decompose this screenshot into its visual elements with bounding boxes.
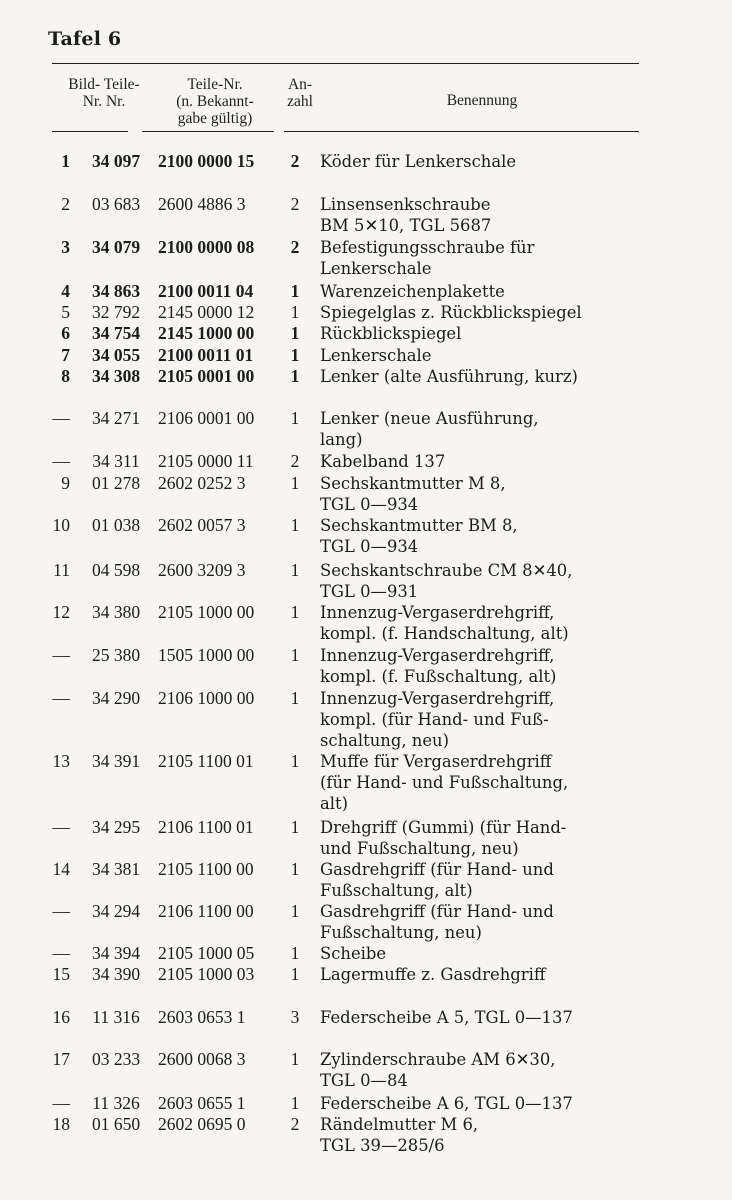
cell-teile-nr: 34 097: [91, 151, 141, 171]
cell-teile-nr: 34 290: [91, 688, 141, 708]
cell-anzahl: 1: [290, 515, 300, 535]
cell-bild-nr: —: [52, 1093, 70, 1113]
cell-benennung: Federscheibe A 5, TGL 0—137: [320, 1008, 573, 1027]
cell-teile-nr: 34 271: [91, 408, 141, 428]
cell-bild-nr: 10: [52, 515, 70, 535]
cell-teile-nr: 34 311: [92, 451, 140, 471]
header-benennung: Benennung: [446, 92, 518, 109]
cell-anzahl: 1: [290, 964, 300, 984]
header-anzahl: An- zahl: [287, 76, 313, 110]
cell-teile-nr: 03 233: [91, 1049, 141, 1069]
cell-anzahl: 1: [290, 645, 300, 665]
cell-teile-nr: 04 598: [91, 560, 141, 580]
cell-bild-nr: 7: [61, 345, 70, 365]
cell-anzahl: 2: [290, 451, 300, 471]
cell-benennung: Rändelmutter M 6, TGL 39—285/6: [320, 1115, 479, 1155]
cell-teile-nr: 34 394: [91, 943, 141, 963]
cell-bild-nr: —: [52, 943, 70, 963]
cell-anzahl: 2: [290, 194, 300, 214]
cell-bild-nr: 9: [61, 473, 70, 493]
cell-bild-nr: 3: [61, 237, 70, 257]
cell-benennung: Lenkerschale: [320, 346, 432, 365]
cell-bild-nr: 13: [52, 751, 70, 771]
cell-teile-nr-neu: 2105 1100 01: [158, 751, 254, 771]
cell-bild-nr: —: [52, 408, 70, 428]
cell-teile-nr: 25 380: [91, 645, 141, 665]
cell-bild-nr: 8: [61, 366, 70, 386]
cell-teile-nr: 34 055: [91, 345, 141, 365]
cell-benennung: Gasdrehgriff (für Hand- und Fußschaltung, alt): [320, 860, 554, 900]
cell-teile-nr: 01 278: [91, 473, 141, 493]
cell-anzahl: 1: [290, 602, 300, 622]
cell-teile-nr: 34 380: [91, 602, 141, 622]
cell-teile-nr: 01 650: [91, 1114, 141, 1134]
cell-benennung: Sechskantschraube CM 8✕40, TGL 0—931: [320, 561, 573, 601]
cell-bild-nr: —: [52, 645, 70, 665]
cell-bild-nr: 16: [52, 1007, 70, 1027]
cell-anzahl: 1: [290, 943, 300, 963]
cell-anzahl: 1: [290, 473, 300, 493]
cell-teile-nr: 34 381: [91, 859, 141, 879]
header-bild-teile-nr: Bild- Teile- Nr. Nr.: [68, 76, 140, 110]
cell-anzahl: 2: [290, 151, 300, 171]
cell-benennung: Lenker (alte Ausführung, kurz): [320, 367, 578, 386]
cell-teile-nr-neu: 2600 4886 3: [158, 194, 246, 214]
cell-bild-nr: —: [52, 817, 70, 837]
cell-bild-nr: 2: [61, 194, 70, 214]
cell-benennung: Muffe für Vergaserdrehgriff (für Hand- und Fußschaltung, alt): [320, 752, 569, 813]
cell-teile-nr-neu: 2105 1000 05: [158, 943, 255, 963]
cell-anzahl: 1: [290, 560, 300, 580]
cell-benennung: Sechskantmutter M 8, TGL 0—934: [320, 474, 506, 514]
cell-benennung: Kabelband 137: [320, 452, 446, 471]
cell-anzahl: 1: [290, 302, 300, 322]
cell-teile-nr: 34 863: [91, 281, 141, 301]
header-teile-nr-neu: Teile-Nr. (n. Bekannt- gabe gültig): [176, 76, 254, 127]
cell-benennung: Scheibe: [320, 944, 387, 963]
cell-teile-nr-neu: 2105 0001 00: [158, 366, 255, 386]
cell-benennung: Rückblickspiegel: [320, 324, 462, 343]
cell-teile-nr-neu: 2105 1100 00: [158, 859, 254, 879]
cell-teile-nr: 34 295: [91, 817, 141, 837]
page-title: Tafel 6: [48, 28, 122, 50]
cell-teile-nr-neu: 2600 3209 3: [158, 560, 246, 580]
cell-teile-nr-neu: 2105 1000 00: [158, 602, 255, 622]
cell-teile-nr-neu: 2100 0011 04: [158, 281, 254, 301]
cell-bild-nr: 6: [61, 323, 70, 343]
cell-bild-nr: 1: [61, 151, 70, 171]
cell-anzahl: 1: [290, 1049, 300, 1069]
cell-anzahl: 1: [290, 281, 300, 301]
cell-teile-nr: 32 792: [91, 302, 141, 322]
cell-bild-nr: —: [52, 451, 70, 471]
cell-anzahl: 1: [290, 323, 300, 343]
cell-anzahl: 1: [290, 817, 300, 837]
cell-teile-nr-neu: 2602 0252 3: [158, 473, 246, 493]
cell-bild-nr: 15: [52, 964, 70, 984]
cell-benennung: Lenker (neue Ausführung, lang): [320, 409, 539, 449]
cell-teile-nr-neu: 2106 1100 00: [158, 901, 254, 921]
cell-teile-nr: 34 308: [91, 366, 141, 386]
cell-teile-nr-neu: 2145 1000 00: [158, 323, 255, 343]
cell-bild-nr: —: [52, 688, 70, 708]
cell-benennung: Gasdrehgriff (für Hand- und Fußschaltung, neu): [320, 902, 554, 942]
cell-teile-nr-neu: 2100 0000 15: [158, 151, 255, 171]
cell-teile-nr-neu: 2106 0001 00: [158, 408, 255, 428]
cell-benennung: Sechskantmutter BM 8, TGL 0—934: [320, 516, 518, 556]
cell-anzahl: 1: [290, 408, 300, 428]
cell-teile-nr: 34 754: [91, 323, 141, 343]
cell-bild-nr: 18: [52, 1114, 70, 1134]
cell-bild-nr: 17: [52, 1049, 70, 1069]
cell-bild-nr: —: [52, 901, 70, 921]
cell-benennung: Köder für Lenkerschale: [320, 152, 517, 171]
cell-benennung: Innenzug-Vergaserdrehgriff, kompl. (f. Fußschaltung, alt): [320, 646, 557, 686]
cell-teile-nr-neu: 2603 0653 1: [158, 1007, 246, 1027]
cell-anzahl: 1: [290, 751, 300, 771]
cell-bild-nr: 5: [61, 302, 70, 322]
cell-benennung: Drehgriff (Gummi) (für Hand- und Fußschaltung, neu): [320, 818, 567, 858]
cell-anzahl: 1: [290, 1093, 300, 1113]
cell-teile-nr-neu: 2105 0000 11: [158, 451, 254, 471]
cell-teile-nr: 34 294: [91, 901, 141, 921]
cell-teile-nr-neu: 2100 0000 08: [158, 237, 255, 257]
cell-benennung: Linsensenkschraube BM 5✕10, TGL 5687: [320, 195, 492, 235]
cell-benennung: Warenzeichenplakette: [320, 282, 505, 301]
cell-bild-nr: 14: [52, 859, 70, 879]
cell-teile-nr: 34 391: [91, 751, 141, 771]
cell-teile-nr: 01 038: [91, 515, 141, 535]
cell-bild-nr: 11: [53, 560, 70, 580]
cell-anzahl: 1: [290, 859, 300, 879]
cell-teile-nr-neu: 2106 1000 00: [158, 688, 255, 708]
cell-benennung: Innenzug-Vergaserdrehgriff, kompl. (für Hand- und Fuß- schaltung, neu): [320, 689, 555, 750]
cell-teile-nr-neu: 2105 1000 03: [158, 964, 255, 984]
cell-teile-nr: 34 079: [91, 237, 141, 257]
cell-benennung: Innenzug-Vergaserdrehgriff, kompl. (f. Handschaltung, alt): [320, 603, 569, 643]
cell-anzahl: 1: [290, 345, 300, 365]
cell-anzahl: 2: [290, 1114, 300, 1134]
cell-teile-nr-neu: 2106 1100 01: [158, 817, 254, 837]
cell-anzahl: 1: [290, 688, 300, 708]
cell-teile-nr: 34 390: [91, 964, 141, 984]
cell-anzahl: 1: [290, 366, 300, 386]
cell-teile-nr-neu: 1505 1000 00: [158, 645, 255, 665]
cell-teile-nr: 11 326: [92, 1093, 140, 1113]
cell-bild-nr: 4: [61, 281, 70, 301]
cell-teile-nr: 11 316: [92, 1007, 140, 1027]
cell-teile-nr-neu: 2602 0695 0: [158, 1114, 246, 1134]
cell-teile-nr-neu: 2602 0057 3: [158, 515, 246, 535]
cell-teile-nr: 03 683: [91, 194, 141, 214]
cell-benennung: Befestigungsschraube für Lenkerschale: [320, 238, 535, 278]
cell-benennung: Zylinderschraube AM 6✕30, TGL 0—84: [320, 1050, 556, 1090]
cell-benennung: Federscheibe A 6, TGL 0—137: [320, 1094, 573, 1113]
cell-anzahl: 2: [290, 237, 300, 257]
cell-bild-nr: 12: [52, 602, 70, 622]
cell-teile-nr-neu: 2100 0011 01: [158, 345, 254, 365]
cell-benennung: Spiegelglas z. Rückblickspiegel: [320, 303, 582, 322]
cell-benennung: Lagermuffe z. Gasdrehgriff: [320, 965, 546, 984]
cell-teile-nr-neu: 2603 0655 1: [158, 1093, 246, 1113]
cell-anzahl: 1: [290, 901, 300, 921]
cell-anzahl: 3: [290, 1007, 300, 1027]
cell-teile-nr-neu: 2600 0068 3: [158, 1049, 246, 1069]
cell-teile-nr-neu: 2145 0000 12: [158, 302, 255, 322]
